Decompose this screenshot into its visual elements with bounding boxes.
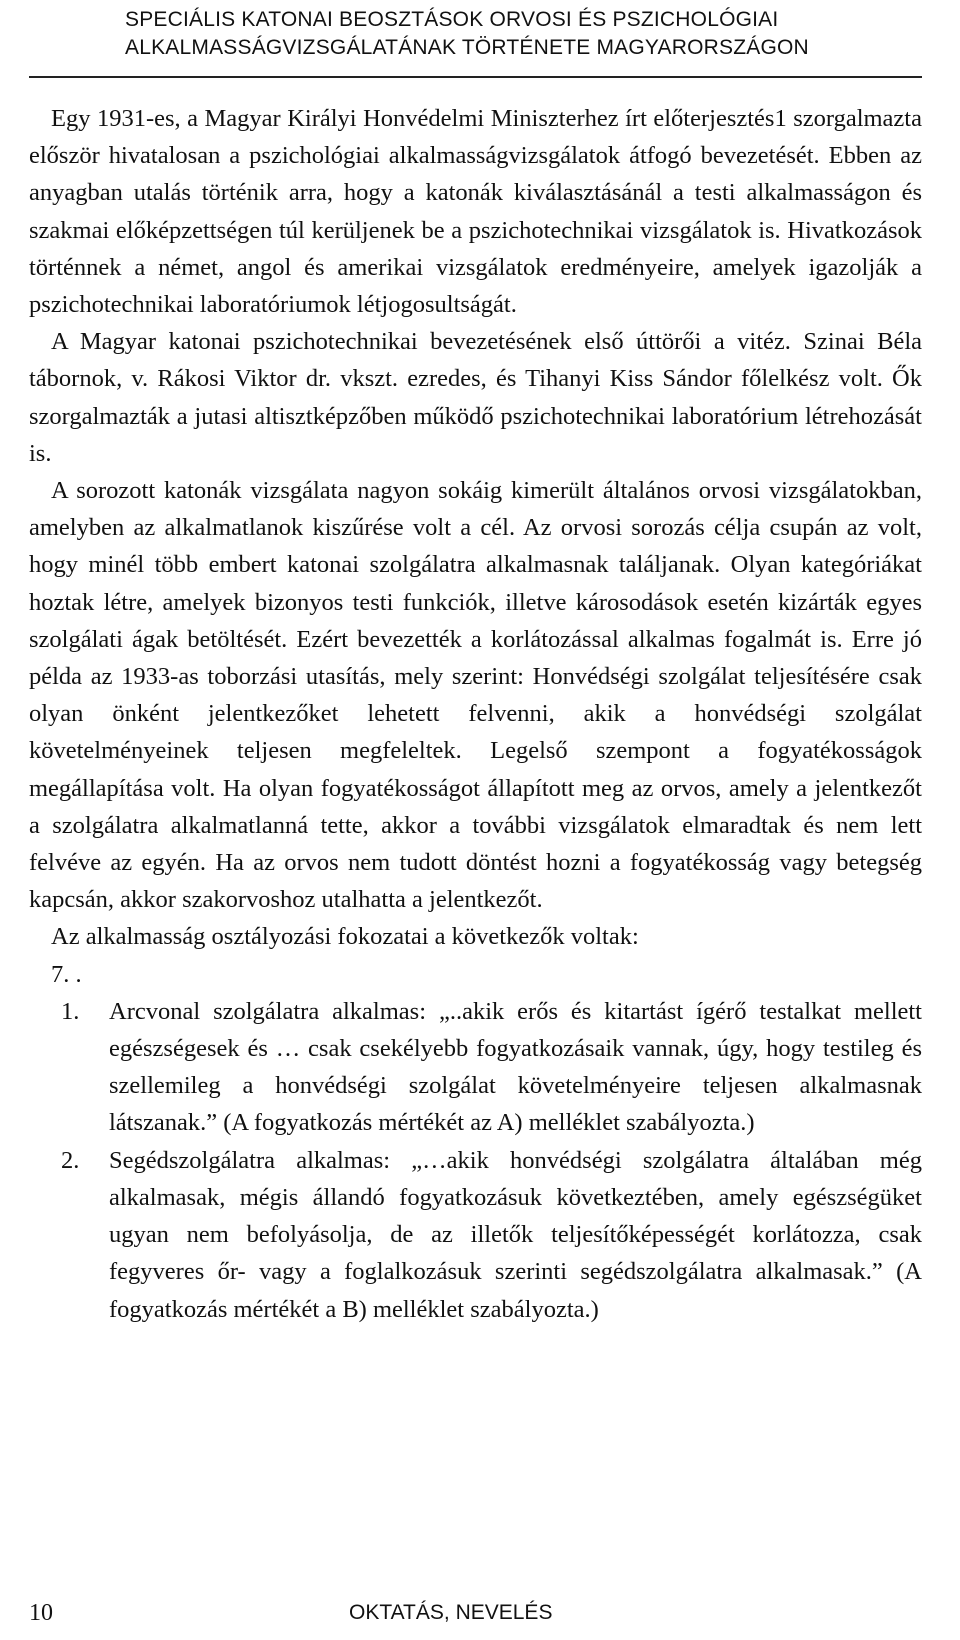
list-item-text: Arcvonal szolgálatra alkalmas: „..akik erős és kitartást ígérő testalkat mellett egészségesek és … csak csekélyebb fogyatkozásaik vannak, úgy, hogy testileg és szellemileg a honvédségi szolgálat követelményeire teljesen alkalmasnak látszanak.” (A fogyatkozás mértékét az A) melléklet szabályozta.): [109, 997, 922, 1137]
list-item-text: Segédszolgálatra alkalmas: „…akik honvédségi szolgálatra általában még alkalmasak, mégis állandó fogyatkozásuk következtében, amely egészségüket ugyan nem befolyásolja, de az illetők teljesítőképességét korlátozza, csak fegyveres őr- vagy a foglalkozásuk szerinti segédszolgálatra alkalmasak.” (A fogyatkozás mértékét a B) melléklet szabályozta.): [109, 1146, 922, 1323]
page-number: 10: [29, 1600, 53, 1626]
paragraph-1: Egy 1931-es, a Magyar Királyi Honvédelmi Miniszterhez írt előterjesztés1 szorgalmazta először hivatalosan a pszichológiai alkalmasságvizsgálatok átfogó bevezetését. Ebben az anyagban utalás történik arra, hogy a katonák kiválasztásánál a testi alkalmasságon és szakmai előképzettségen túl kerüljenek be a pszichotechnikai vizsgálatok is. Hivatkozások történnek a német, angol és amerikai vizsgálatok eredményeire, amelyek igazolják a pszichotechnikai laboratóriumok létjogosultságát.: [29, 105, 922, 319]
list-item-number: 2.: [61, 1146, 80, 1174]
section-footer: OKTATÁS, NEVELÉS: [349, 1601, 553, 1624]
paragraph-2: A Magyar katonai pszichotechnikai bevezetésének első úttörői a vitéz. Szinai Béla tábornok, v. Rákosi Viktor dr. vkszt. ezredes, és Tihanyi Kiss Sándor főlelkész volt. Ők szorgalmazták a jutasi altisztképzőben működő pszichotechnikai laboratórium létrehozását is.: [29, 328, 922, 467]
fitness-class-list: [29, 993, 922, 1328]
running-head-line-2: ALKALMASSÁGVIZSGÁLATÁNAK TÖRTÉNETE MAGYARORSZÁGON: [125, 36, 809, 59]
list-item-number: 1.: [61, 997, 80, 1025]
header-rule: [29, 76, 922, 78]
running-head: [125, 6, 925, 62]
list-item: [29, 993, 922, 1142]
paragraph-3: A sorozott katonák vizsgálata nagyon sokáig kimerült általános orvosi vizsgálatokban, amelyben az alkalmatlanok kiszűrése volt a cél. Az orvosi sorozás célja csupán az volt, hogy minél több embert katonai szolgálatra alkalmasnak találjanak. Olyan kategóriákat hoztak létre, amelyek bizonyos testi funkciók, illetve károsodások esetén kizárták egyes szolgálati ágak betöltését. Ezért bevezették a korlátozással alkalmas fogalmát is. Erre jó példa az 1933-as toborzási utasítás, mely szerint: Honvédségi szolgálat teljesítésére csak olyan önként jelentkezőket lehetett felvenni, akik a honvédségi szolgálat követelményeinek teljesen megfeleltek. Legelső szempont a fogyatékosságok megállapítása volt. Ha olyan fogyatékosságot állapított meg az orvos, amely a jelentkezőt a szolgálatra alkalmatlanná tette, akkor a további vizsgálatok elmaradtak és nem lett felvéve az egyén. Ha az orvos nem tudott döntést hozni a fogyatékosság vagy betegség kapcsán, akkor szakorvoshoz utalhatta a jelentkezőt.: [29, 477, 922, 914]
paragraph-4: Az alkalmasság osztályozási fokozatai a következők voltak:: [51, 923, 639, 951]
body-text: [29, 100, 922, 1328]
list-item: [29, 1142, 922, 1328]
running-head-line-1: SPECIÁLIS KATONAI BEOSZTÁSOK ORVOSI ÉS PSZICHOLÓGIAI: [125, 8, 779, 31]
list-marker: 7. .: [51, 960, 82, 988]
